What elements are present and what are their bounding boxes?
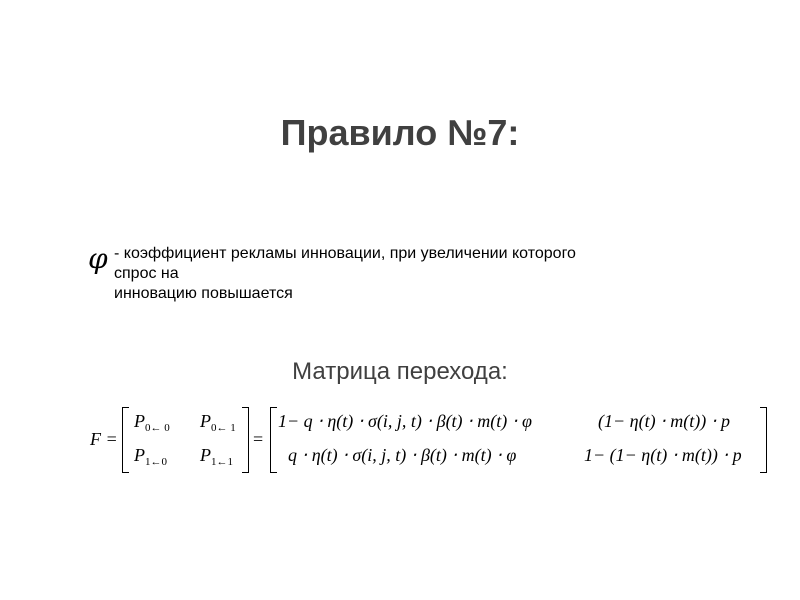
matrix-cell-r11: 1− (1− η(t) ⋅ m(t)) ⋅ p	[584, 445, 742, 465]
left-matrix-open-bracket	[122, 407, 129, 473]
matrix-cell-p10: $P_{1\leftarrow 0}$	[134, 445, 167, 468]
left-matrix-close-bracket	[242, 407, 249, 473]
formula-lhs: F =	[90, 429, 118, 449]
formula-equals: =	[253, 429, 264, 449]
matrix-heading: Матрица перехода:	[292, 358, 508, 385]
matrix-cell-p01: $P_{0\leftarrow 1}$	[200, 411, 236, 434]
description-line-3: инновацию повышается	[114, 285, 293, 302]
matrix-cell-r01: (1− η(t) ⋅ m(t)) ⋅ p	[598, 411, 730, 431]
matrix-cell-p00: $P_{0\leftarrow 0}$	[134, 411, 170, 434]
phi-symbol: φ	[88, 242, 108, 275]
right-matrix-close-bracket	[760, 407, 767, 473]
description-line-2: спрос на	[114, 265, 179, 282]
matrix-cell-p11: $P_{1\leftarrow 1}$	[200, 445, 233, 468]
phi-description	[114, 244, 714, 304]
slide-title: Правило №7:	[280, 112, 520, 153]
right-matrix-open-bracket	[270, 407, 277, 473]
matrix-cell-r00: 1− q ⋅ η(t) ⋅ σ(i, j, t) ⋅ β(t) ⋅ m(t) ⋅ φ	[278, 411, 532, 431]
matrix-cell-r10: q ⋅ η(t) ⋅ σ(i, j, t) ⋅ β(t) ⋅ m(t) ⋅ φ	[288, 445, 517, 465]
description-line-1: - коэффициент рекламы инновации, при увеличении которого	[114, 245, 576, 262]
